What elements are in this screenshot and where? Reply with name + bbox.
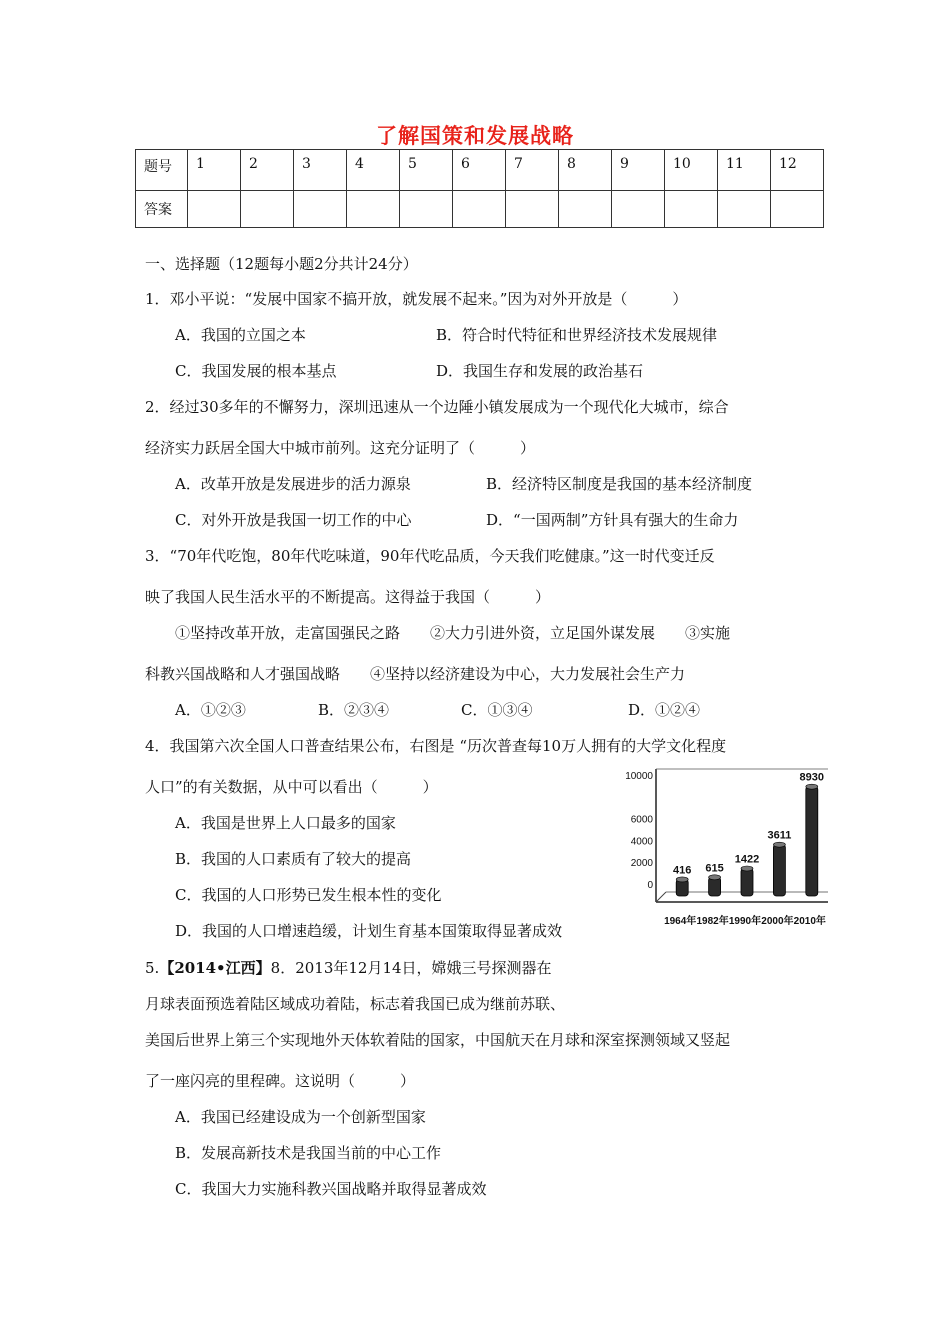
chart-bar xyxy=(806,787,818,896)
q3-option-b: B．②③④ xyxy=(318,701,390,719)
question-number: 12 xyxy=(771,150,824,191)
question-number: 1 xyxy=(188,150,241,191)
q2-option-a: A．改革开放是发展进步的活力源泉 xyxy=(175,475,411,493)
question-number: 9 xyxy=(612,150,665,191)
q4-option-a: A．我国是世界上人口最多的国家 xyxy=(175,814,396,832)
q4-option-b: B．我国的人口素质有了较大的提高 xyxy=(175,850,412,868)
question-5-stem-cont2: 美国后世界上第三个实现地外天体软着陆的国家，中国航天在月球和深室探测领域又竖起 xyxy=(145,1031,731,1049)
chart-bar-top xyxy=(773,842,785,847)
census-bar-chart xyxy=(620,765,832,935)
q4-option-c: C．我国的人口形势已发生根本性的变化 xyxy=(175,886,442,904)
chart-floor-edge xyxy=(656,892,666,902)
q2-option-d: D．“一国两制”方针具有强大的生命力 xyxy=(486,511,739,529)
chart-y-tick-label: 0 xyxy=(647,880,653,891)
answer-cell[interactable] xyxy=(665,191,718,228)
chart-category-label: 2000年 xyxy=(761,916,794,927)
q1-option-b: B．符合时代特征和世界经济技术发展规律 xyxy=(436,326,718,344)
q1-option-a: A．我国的立国之本 xyxy=(175,326,306,344)
answer-cell[interactable] xyxy=(612,191,665,228)
table-row xyxy=(136,191,824,228)
table-header-cell: 题号 xyxy=(136,150,188,191)
section-heading: 一、选择题（12题每小题2分共计24分） xyxy=(145,255,418,273)
chart-category-label: 1990年 xyxy=(728,916,762,927)
question-5-text: 8．2013年12月14日，嫦娥三号探测器在 xyxy=(270,959,552,977)
question-number: 5 xyxy=(400,150,453,191)
chart-category-labels xyxy=(664,914,826,927)
question-5-number: 5. xyxy=(145,959,160,977)
q3-option-a: A．①②③ xyxy=(175,701,246,719)
answer-table xyxy=(135,149,824,228)
chart-category-label: 1982年 xyxy=(696,916,729,927)
chart-bars xyxy=(676,784,818,896)
answer-cell[interactable] xyxy=(347,191,400,228)
question-3-stem: 3．“70年代吃饱，80年代吃味道，90年代吃品质，今天我们吃健康。”这一时代变迁反 xyxy=(145,547,715,565)
answer-cell[interactable] xyxy=(400,191,453,228)
question-5-stem-cont: 月球表面预选着陆区域成功着陆，标志着我国已成为继前苏联、 xyxy=(145,995,566,1013)
answer-cell[interactable] xyxy=(506,191,559,228)
answer-cell[interactable] xyxy=(718,191,771,228)
question-number: 2 xyxy=(241,150,294,191)
q4-option-d: D．我国的人口增速趋缓，计划生育基本国策取得显著成效 xyxy=(175,922,563,940)
question-4-stem: 4．我国第六次全国人口普查结果公布，右图是 “历次普查每10万人拥有的大学文化程度 xyxy=(145,737,727,755)
chart-bar-top xyxy=(709,875,721,880)
chart-value-label: 8930 xyxy=(799,771,825,784)
table-row xyxy=(136,150,824,191)
chart-y-tick-label: 4000 xyxy=(630,836,653,848)
question-number: 11 xyxy=(718,150,771,191)
answer-cell[interactable] xyxy=(453,191,506,228)
chart-y-tick-label: 10000 xyxy=(625,771,653,782)
chart-bar xyxy=(741,869,753,896)
chart-y-tick-label: 2000 xyxy=(630,858,653,870)
chart-category-label: 1964年 xyxy=(664,916,697,927)
question-4-stem-cont: 人口”的有关数据，从中可以看出（ ） xyxy=(145,778,438,796)
question-2-stem: 2．经过30多年的不懈努力，深圳迅速从一个边陲小镇发展成为一个现代化大城市，综合 xyxy=(145,398,729,416)
chart-y-tick-label: 6000 xyxy=(630,814,653,826)
chart-bar xyxy=(773,845,785,896)
answer-cell[interactable] xyxy=(294,191,347,228)
question-number: 4 xyxy=(347,150,400,191)
chart-value-labels xyxy=(673,772,824,877)
chart-value-label: 3611 xyxy=(767,829,792,842)
q1-option-d: D．我国生存和发展的政治基石 xyxy=(436,362,644,380)
question-3-items-cont: 科教兴国战略和人才强国战略 ④坚持以经济建设为中心，大力发展社会生产力 xyxy=(145,665,686,683)
answer-cell[interactable] xyxy=(559,191,612,228)
page-title: 了解国策和发展战略 xyxy=(376,124,574,148)
q5-option-a: A．我国已经建设成为一个创新型国家 xyxy=(175,1108,426,1126)
chart-bar-top xyxy=(806,784,818,789)
chart-value-label: 615 xyxy=(705,862,724,875)
question-1-stem: 1．邓小平说：“发展中国家不搞开放，就发展不起来。”因为对外开放是（ ） xyxy=(145,290,688,308)
q2-option-b: B．经济特区制度是我国的基本经济制度 xyxy=(486,475,753,493)
question-5-source: 【2014•江西】 xyxy=(159,959,271,977)
question-2-stem-cont: 经济实力跃居全国大中城市前列。这充分证明了（ ） xyxy=(145,439,536,457)
question-number: 6 xyxy=(453,150,506,191)
q5-option-c: C．我国大力实施科教兴国战略并取得显著成效 xyxy=(175,1180,487,1198)
chart-category-label: 2010年 xyxy=(793,916,826,927)
question-5-stem-cont3: 了一座闪亮的里程碑。这说明（ ） xyxy=(145,1072,416,1090)
answer-cell[interactable] xyxy=(241,191,294,228)
table-header-cell: 答案 xyxy=(136,191,188,228)
q3-option-c: C．①③④ xyxy=(461,701,533,719)
question-5-stem xyxy=(145,958,552,978)
q3-option-d: D．①②④ xyxy=(628,701,701,719)
question-number: 10 xyxy=(665,150,718,191)
q2-option-c: C．对外开放是我国一切工作的中心 xyxy=(175,511,412,529)
chart-bar-top xyxy=(676,877,688,882)
chart-y-ticks xyxy=(625,771,653,891)
question-3-stem-cont: 映了我国人民生活水平的不断提高。这得益于我国（ ） xyxy=(145,588,551,606)
q1-option-c: C．我国发展的根本基点 xyxy=(175,362,337,380)
chart-value-label: 1422 xyxy=(734,853,760,866)
question-number: 8 xyxy=(559,150,612,191)
chart-value-label: 416 xyxy=(673,864,692,877)
question-3-items: ①坚持改革开放，走富国强民之路 ②大力引进外资，立足国外谋发展 ③实施 xyxy=(175,624,731,642)
q5-option-b: B．发展高新技术是我国当前的中心工作 xyxy=(175,1144,442,1162)
answer-cell[interactable] xyxy=(771,191,824,228)
chart-bar xyxy=(709,877,721,896)
chart-bar-top xyxy=(741,866,753,871)
question-number: 3 xyxy=(294,150,347,191)
answer-cell[interactable] xyxy=(188,191,241,228)
question-number: 7 xyxy=(506,150,559,191)
